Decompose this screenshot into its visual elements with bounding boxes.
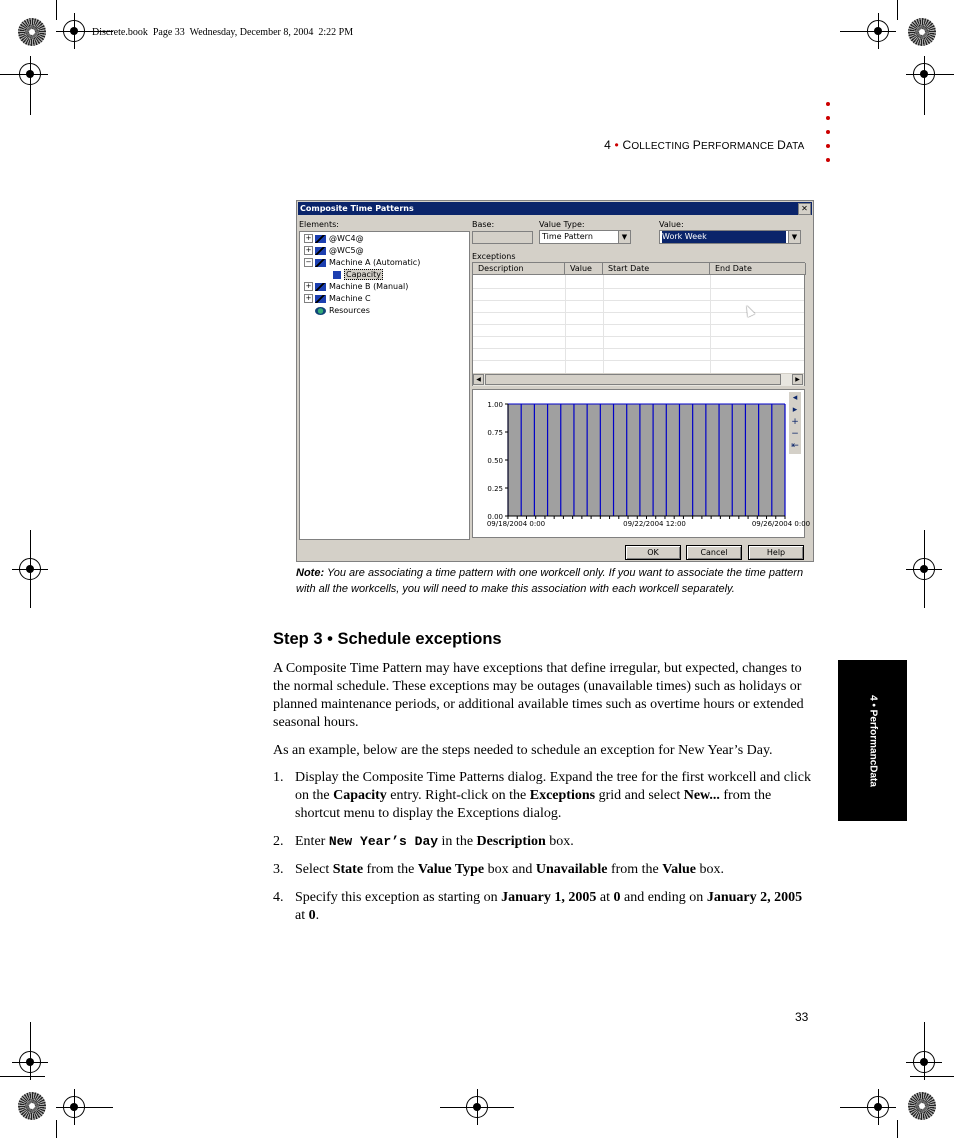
tree-item-resources[interactable] [315, 306, 370, 315]
step-text: Select State from the Value Type box and Unavailable from the Value box. [295, 862, 724, 877]
crosshair-mark-icon [63, 1096, 85, 1118]
value-label: Value: [659, 220, 684, 229]
chart-y-tick-label: 0.00 [487, 513, 503, 521]
chart-y-tick-label: 0.75 [487, 429, 503, 437]
chapter-header [597, 124, 805, 152]
chapter-title-c: C [622, 138, 632, 152]
step-number: 4. [273, 890, 284, 905]
crop-line [924, 530, 925, 558]
workcell-icon [315, 295, 326, 303]
ok-button[interactable]: OK [625, 545, 681, 560]
base-label: Base: [472, 220, 495, 229]
crosshair-mark-icon [19, 558, 41, 580]
crop-line [30, 85, 31, 115]
value-type-select[interactable] [539, 230, 631, 244]
tree-item-machine-c[interactable] [304, 294, 371, 303]
step-number: 2. [273, 834, 284, 849]
crop-line [924, 580, 925, 608]
reset-zoom-icon[interactable]: ⇤ [791, 441, 799, 451]
chevron-down-icon[interactable]: ▼ [618, 231, 630, 243]
crop-line [0, 74, 45, 75]
grid-divider [473, 324, 804, 325]
collapse-icon[interactable]: − [305, 258, 312, 266]
value-select[interactable] [659, 230, 801, 244]
scroll-right-icon[interactable]: ▶ [792, 374, 803, 385]
registration-star-icon [908, 18, 936, 46]
crop-line [30, 580, 31, 608]
pattern-chart [473, 390, 811, 537]
base-field[interactable] [472, 231, 533, 244]
step-4 [273, 889, 813, 925]
elements-label: Elements: [299, 220, 339, 229]
mouse-cursor-icon [743, 304, 755, 317]
grid-divider [473, 300, 804, 301]
chart-y-tick-label: 0.50 [487, 457, 503, 465]
workcell-icon [315, 235, 326, 243]
workcell-icon [315, 259, 326, 267]
crop-line [440, 1107, 464, 1108]
tree-item-wc4[interactable] [304, 234, 364, 243]
resources-icon [315, 307, 326, 315]
tree-item-wc5[interactable] [304, 246, 364, 255]
tree-item-capacity[interactable] [333, 270, 383, 279]
pattern-chart-panel [472, 389, 811, 538]
capacity-icon [333, 271, 341, 279]
crop-line [30, 1022, 31, 1050]
workcell-icon [315, 247, 326, 255]
zoom-out-icon[interactable]: − [791, 429, 799, 439]
crop-line [924, 85, 925, 115]
grid-column-header[interactable]: End Date [710, 263, 806, 275]
section-heading: Step 3 • Schedule exceptions [273, 630, 502, 648]
chapter-side-tab-label: 4 • PerformancData [867, 694, 878, 787]
scroll-thumb[interactable] [485, 374, 781, 385]
step-text: Specify this exception as starting on January 1, 2005 at 0 and ending on January 2, 2005 at 0. [295, 890, 803, 923]
zoom-in-icon[interactable]: + [791, 417, 799, 427]
crop-line [910, 1076, 954, 1077]
chapter-title-ollecting: OLLECTING [631, 141, 693, 152]
crosshair-mark-icon [867, 1096, 889, 1118]
crop-line [0, 1076, 45, 1077]
step-text: Display the Composite Time Patterns dialog. Expand the tree for the first workcell and click on the Capacity entry. Right-click on the Exceptions grid and select New... from the shortcut menu to display the Exceptions dialog. [295, 770, 811, 821]
chart-toolbar [789, 392, 801, 454]
chevron-down-icon[interactable]: ▼ [788, 231, 800, 243]
paragraph-intro: A Composite Time Pattern may have exceptions that define irregular, but expected, changes to the normal schedule. These exceptions may be outages (unavailable times) such as holidays or planned maintenance periods, or additional available times such as overtime hours or extended seasonal hours. [273, 661, 804, 730]
tree-item-label: Machine C [329, 294, 371, 303]
chart-x-tick-label: 09/18/2004 0:00 [486, 520, 546, 528]
step-text: Enter New Year’s Day in the Description box. [295, 834, 574, 849]
note-label: Note: [296, 567, 325, 579]
crosshair-mark-icon [63, 20, 85, 42]
grid-column-header[interactable]: Value [565, 263, 603, 275]
crop-line [56, 0, 57, 20]
crosshair-mark-icon [19, 1051, 41, 1073]
figure-note [296, 566, 816, 597]
grid-divider [603, 275, 604, 385]
crop-line [840, 31, 868, 32]
dialog-title: Composite Time Patterns [300, 204, 414, 213]
chart-right-icon[interactable]: ▸ [792, 405, 798, 415]
grid-divider [710, 275, 711, 385]
crop-line [897, 1120, 898, 1138]
decorative-dot-icon [826, 144, 830, 148]
grid-column-header[interactable]: Description [473, 263, 565, 275]
tree-item-label: Machine B (Manual) [329, 282, 409, 291]
decorative-dot-icon [826, 130, 830, 134]
decorative-dot-icon [826, 116, 830, 120]
exceptions-grid[interactable] [472, 262, 805, 386]
paragraph-example: As an example, below are the steps needed to schedule an exception for New Year’s Day. [273, 743, 773, 758]
crop-line [924, 1022, 925, 1050]
chapter-title-ata: ATA [785, 141, 805, 152]
chapter-title-d: D [777, 138, 786, 152]
decorative-dot-icon [826, 102, 830, 106]
book-header-line: Discrete.book Page 33 Wednesday, December 8, 2004 2:22 PM [92, 27, 354, 38]
expand-icon[interactable]: + [305, 234, 312, 242]
crop-line [840, 1107, 868, 1108]
expand-icon[interactable]: + [305, 294, 312, 302]
tree-item-label: Resources [329, 306, 370, 315]
step-2 [273, 833, 813, 851]
crosshair-mark-icon [867, 20, 889, 42]
chart-y-tick-label: 0.25 [487, 485, 503, 493]
tree-item-label: @WC4@ [329, 234, 364, 243]
registration-star-icon [18, 1092, 46, 1120]
dialog-title-bar [298, 202, 812, 215]
grid-divider [565, 275, 566, 385]
crosshair-mark-icon [913, 558, 935, 580]
decorative-dot-icon [826, 158, 830, 162]
value-type-label: Value Type: [539, 220, 585, 229]
chart-x-tick-label: 09/26/2004 0:00 [751, 520, 811, 528]
elements-tree[interactable] [299, 231, 470, 540]
chapter-number: 4 [604, 138, 611, 152]
expand-icon[interactable]: + [305, 282, 312, 290]
crop-line [85, 1107, 113, 1108]
scroll-left-icon[interactable]: ◀ [473, 374, 484, 385]
grid-divider [473, 288, 804, 289]
crop-line [490, 1107, 514, 1108]
grid-divider [473, 348, 804, 349]
horizontal-scrollbar[interactable] [473, 373, 804, 386]
chart-left-icon[interactable]: ◂ [792, 393, 798, 403]
chart-plot-area [508, 404, 785, 516]
step-number: 3. [273, 862, 284, 877]
chapter-title-p: P [692, 138, 701, 152]
value-type-value: Time Pattern [542, 232, 593, 241]
exceptions-label: Exceptions [472, 252, 516, 261]
chapter-side-tab [838, 660, 907, 821]
crop-line [910, 74, 954, 75]
crop-line [30, 530, 31, 558]
step-1 [273, 769, 813, 823]
cancel-button[interactable]: Cancel [686, 545, 742, 560]
registration-star-icon [908, 1092, 936, 1120]
crop-line [897, 0, 898, 20]
tree-item-label: Capacity [346, 270, 381, 279]
help-button[interactable]: Help [748, 545, 804, 560]
tree-item-machine-b[interactable] [304, 282, 408, 291]
close-icon[interactable]: ✕ [798, 203, 811, 215]
grid-divider [473, 360, 804, 361]
workcell-icon [315, 283, 326, 291]
tree-item-machine-a[interactable] [304, 258, 420, 267]
registration-star-icon [18, 18, 46, 46]
composite-time-patterns-dialog [296, 200, 814, 562]
note-text: You are associating a time pattern with one workcell only. If you want to associate the time pattern with all the workcells, you will need to make this association with each workcell separately. [296, 567, 804, 595]
grid-divider [473, 336, 804, 337]
tree-item-label: @WC5@ [329, 246, 364, 255]
step-3 [273, 861, 813, 879]
tree-item-label: Machine A (Automatic) [329, 258, 421, 267]
crosshair-mark-icon [466, 1096, 488, 1118]
chapter-title-erformance: ERFORMANCE [701, 141, 778, 152]
crosshair-mark-icon [913, 1051, 935, 1073]
grid-column-header[interactable]: Start Date [603, 263, 710, 275]
page-number: 33 [795, 1010, 809, 1024]
crop-line [56, 1120, 57, 1138]
value-value: Work Week [662, 231, 786, 243]
chapter-separator: • [610, 138, 623, 152]
expand-icon[interactable]: + [305, 246, 312, 254]
chart-x-tick-label: 09/22/2004 12:00 [623, 520, 686, 528]
chart-y-tick-label: 1.00 [487, 401, 503, 409]
step-number: 1. [273, 770, 284, 785]
